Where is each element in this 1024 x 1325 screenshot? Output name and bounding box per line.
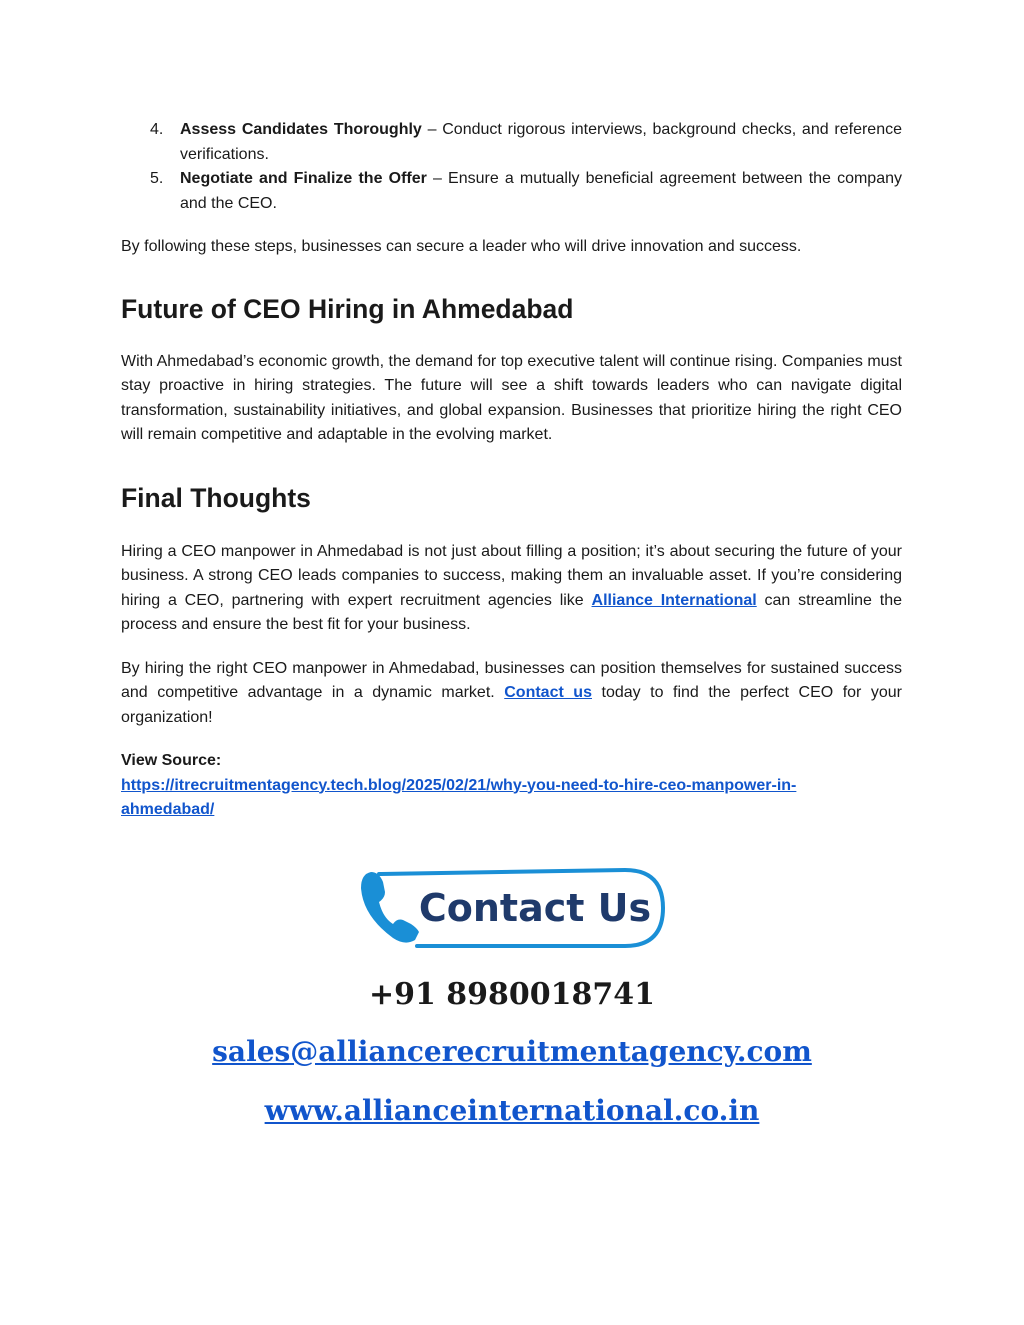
phone-number: +91 8980018741 [368,977,656,1012]
source-url[interactable] [121,774,902,823]
phone-icon [361,872,419,943]
website-link[interactable]: www.allianceinternational.co.in [264,1094,760,1127]
document-body [121,118,902,823]
final-p2-text: By hiring the right CEO manpower in Ahmedabad, businesses can position themselves for sustained success and competitive advantage in a dynamic market. [121,659,902,701]
contact-us-link[interactable]: Contact us [504,684,592,701]
final-p2-tail: today to find the perfect CEO for your organization! [121,684,903,726]
list-item [121,118,902,167]
step-text: – Ensure a mutually beneficial agreement between the company and the CEO. [180,170,902,212]
step-title: Negotiate and Finalize the Offer [180,170,427,187]
final-p1-text: Hiring a CEO manpower in Ahmedabad is not just about filling a position; it’s about securing the future of your business. A strong CEO leads companies to success, making them an invaluable asset. If you’re considering hiring a CEO, partnering with expert recruitment agencies like [121,542,902,609]
source-url-line-1[interactable]: https://itrecruitmentagency.tech.blog/2025/02/21/why-you-need-to-hire-ceo-manpower-in- [121,776,797,794]
steps-conclusion: By following these steps, businesses can secure a leader who will drive innovation and success. [121,238,802,255]
list-number: 5. [150,170,164,187]
contact-us-graphic [357,866,667,950]
view-source-label: View Source: [121,752,222,769]
source-url-line-2[interactable]: ahmedabad/ [121,801,215,818]
final-p1-tail: can streamline the process and ensure the best fit for your business. [121,591,903,633]
list-number: 4. [150,121,164,138]
final-heading: Final Thoughts [121,482,311,513]
list-item [121,167,902,216]
future-heading: Future of CEO Hiring in Ahmedabad [121,293,574,324]
steps-list [121,118,902,216]
future-paragraph: With Ahmedabad’s economic growth, the demand for top executive talent will continue rising. Companies must stay proactive in hiring strategies. The future will see a shift towards leaders who can navigate digital transformation, sustainability initiatives, and global expansion. Businesses that prioritize hiring the right CEO will remain competitive and adaptable in the evolving market. [121,352,902,443]
contact-us-banner[interactable] [357,866,667,950]
email-link[interactable]: sales@alliancerecruitmentagency.com [212,1035,812,1068]
alliance-international-link[interactable]: Alliance International [591,591,757,609]
final-paragraph-2 [121,657,902,731]
step-title: Assess Candidates Thoroughly [180,121,422,138]
contact-us-label: Contact Us [418,886,652,930]
final-paragraph-1 [121,540,902,638]
step-text: – Conduct rigorous interviews, background checks, and reference verifications. [180,121,902,163]
